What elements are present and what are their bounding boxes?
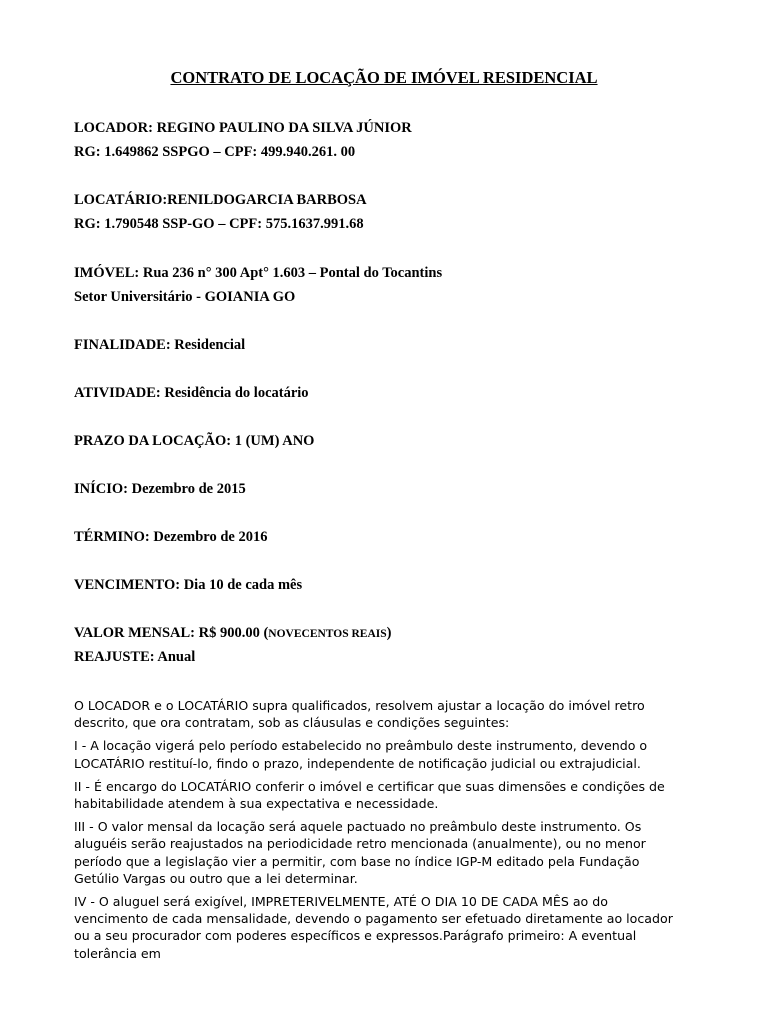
reajuste-field: REAJUSTE: Anual: [74, 649, 196, 665]
clause-iv: IV - O aluguel será exigível, IMPRETERIVELMENTE, ATÉ O DIA 10 DE CADA MÊS ao do vencimento de cada mensalidade, devendo o pagamento ser efetuado diretamente ao locador ou a seu procurador com poderes específicos e expressos.Parágrafo primeiro: A eventual tolerância em: [74, 894, 673, 961]
locatario-name: LOCATÁRIO:RENILDOGARCIA BARBOSA: [74, 192, 367, 208]
finalidade-field: FINALIDADE: Residencial: [74, 337, 246, 353]
prazo-field: PRAZO DA LOCAÇÃO: 1 (UM) ANO: [74, 433, 315, 449]
locador-document: RG: 1.649862 SSPGO – CPF: 499.940.261. 00: [74, 144, 356, 160]
clause-ii: II - É encargo do LOCATÁRIO conferir o imóvel e certificar que suas dimensões e condições de habitabilidade atendem à sua expectativa e necessidade.: [74, 778, 665, 812]
clause-intro: O LOCADOR e o LOCATÁRIO supra qualificados, resolvem ajustar a locação do imóvel retro descrito, que ora contratam, sob as cláusulas e condições seguintes:: [74, 698, 645, 731]
valor-close: ): [386, 625, 392, 641]
vencimento-field: VENCIMENTO: Dia 10 de cada mês: [74, 577, 303, 593]
locador-name: LOCADOR: REGINO PAULINO DA SILVA JÚNIOR: [74, 120, 412, 136]
atividade-field: ATIVIDADE: Residência do locatário: [74, 385, 309, 401]
valor-extenso: NOVECENTOS REAIS: [268, 628, 387, 640]
valor-mensal-field: [74, 625, 391, 642]
valor-mensal-label: VALOR MENSAL: R$ 900.00 (: [74, 625, 269, 641]
clauses-section: [74, 697, 686, 968]
clause-i: I - A locação vigerá pelo período estabelecido no preâmbulo deste instrumento, devendo o LOCATÁRIO restituí-lo, findo o prazo, independente de notificação judicial ou extrajudicial.: [74, 738, 648, 771]
imovel-address: IMÓVEL: Rua 236 n° 300 Apt° 1.603 – Pontal do Tocantins: [74, 265, 443, 281]
contract-title: CONTRATO DE LOCAÇÃO DE IMÓVEL RESIDENCIAL: [170, 68, 598, 87]
imovel-sector: Setor Universitário - GOIANIA GO: [74, 289, 296, 305]
inicio-field: INÍCIO: Dezembro de 2015: [74, 481, 246, 497]
clause-iii: III - O valor mensal da locação será aquele pactuado no preâmbulo deste instrumento. Os aluguéis serão reajustados na periodicidade retro mencionada (anualmente), ou no menor período que a legislação vier a permitir, com base no índice IGP-M editado pela Fundação Getúlio Vargas ou outro que a lei determinar.: [74, 819, 646, 886]
termino-field: TÉRMINO: Dezembro de 2016: [74, 529, 268, 545]
locatario-document: RG: 1.790548 SSP-GO – CPF: 575.1637.991.68: [74, 216, 364, 232]
